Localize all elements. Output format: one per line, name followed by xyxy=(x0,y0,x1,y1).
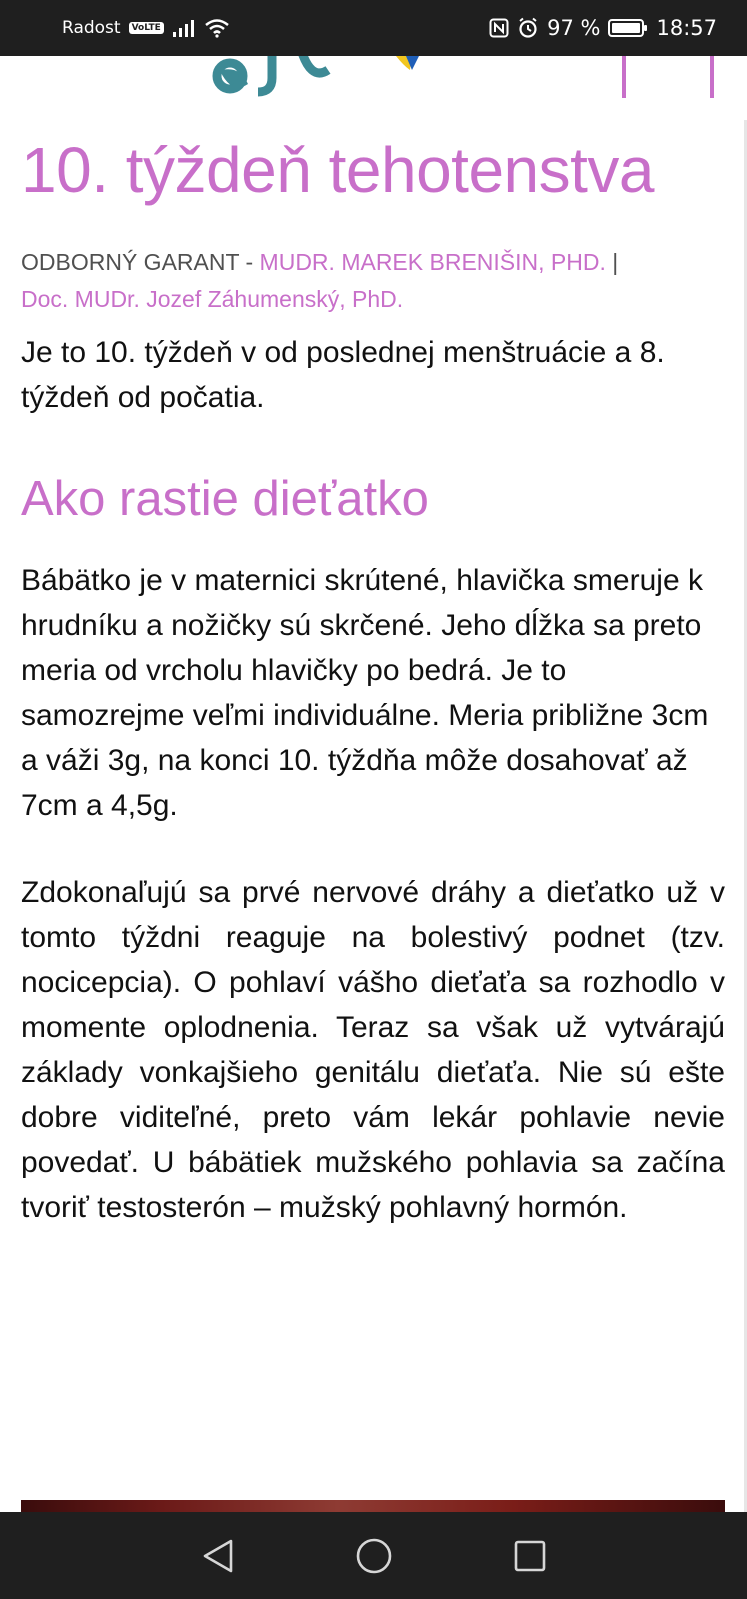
author-link-zahumensky[interactable]: Doc. MUDr. Jozef Záhumenský, PhD. xyxy=(21,286,404,312)
site-header xyxy=(0,56,747,98)
volte-badge: VoLTE xyxy=(129,22,164,34)
page-title: 10. týždeň tehotenstva xyxy=(21,134,654,206)
status-left xyxy=(62,18,230,38)
status-right xyxy=(489,16,717,40)
paragraph-development: Zdokonaľujú sa prvé nervové dráhy a dieťatko už v tomto týždni reaguje na bolestivý podnet (tzv. nocicepcia). O pohlaví vášho dieťaťa sa rozhodlo v momente oplodnenia. Teraz sa však už vytvárajú základy vonkajšieho genitálu dieťaťa. Nie sú ešte dobre viditeľné, preto vám lekár pohlavie nevie povedať. U bábätiek mužského pohlavia sa začína tvoriť testosterón – mužský pohlavný hormón. xyxy=(21,876,725,1224)
section-heading: Ako rastie dieťatko xyxy=(21,472,429,526)
clock: 18:57 xyxy=(656,16,717,40)
byline-prefix: ODBORNÝ GARANT - xyxy=(21,249,260,275)
site-logo[interactable] xyxy=(200,56,440,98)
alarm-icon xyxy=(517,17,539,39)
byline-separator: | xyxy=(605,249,619,275)
navigation-bar xyxy=(0,1512,747,1599)
article xyxy=(21,130,725,1230)
battery-icon xyxy=(608,18,648,38)
wifi-icon xyxy=(204,18,230,38)
nfc-icon xyxy=(489,18,509,38)
author-link-brenisin[interactable]: MUDR. MAREK BRENIŠIN, PHD. xyxy=(259,249,606,275)
home-icon[interactable] xyxy=(351,1533,397,1579)
menu-button[interactable] xyxy=(622,56,714,98)
paragraph-growth: Bábätko je v maternici skrútené, hlavička smeruje k hrudníku a nožičky sú skrčené. Jeho dĺžka sa preto meria od vrcholu hlavičky po bedrá. Je to samozrejme veľmi individuálne. Meria približne 3cm a váži 3g, na konci 10. týždňa môže dosahovať až 7cm a 4,5g. xyxy=(21,564,709,822)
signal-icon xyxy=(172,19,196,37)
status-bar xyxy=(0,0,747,56)
carrier-name: Radost xyxy=(62,18,121,38)
intro-paragraph: Je to 10. týždeň v od poslednej menštruácie a 8. týždeň od počatia. xyxy=(21,336,665,414)
byline xyxy=(21,244,725,318)
battery-percent: 97 % xyxy=(547,16,601,40)
recents-icon[interactable] xyxy=(507,1533,553,1579)
article-image xyxy=(21,1500,725,1512)
back-icon[interactable] xyxy=(195,1533,241,1579)
